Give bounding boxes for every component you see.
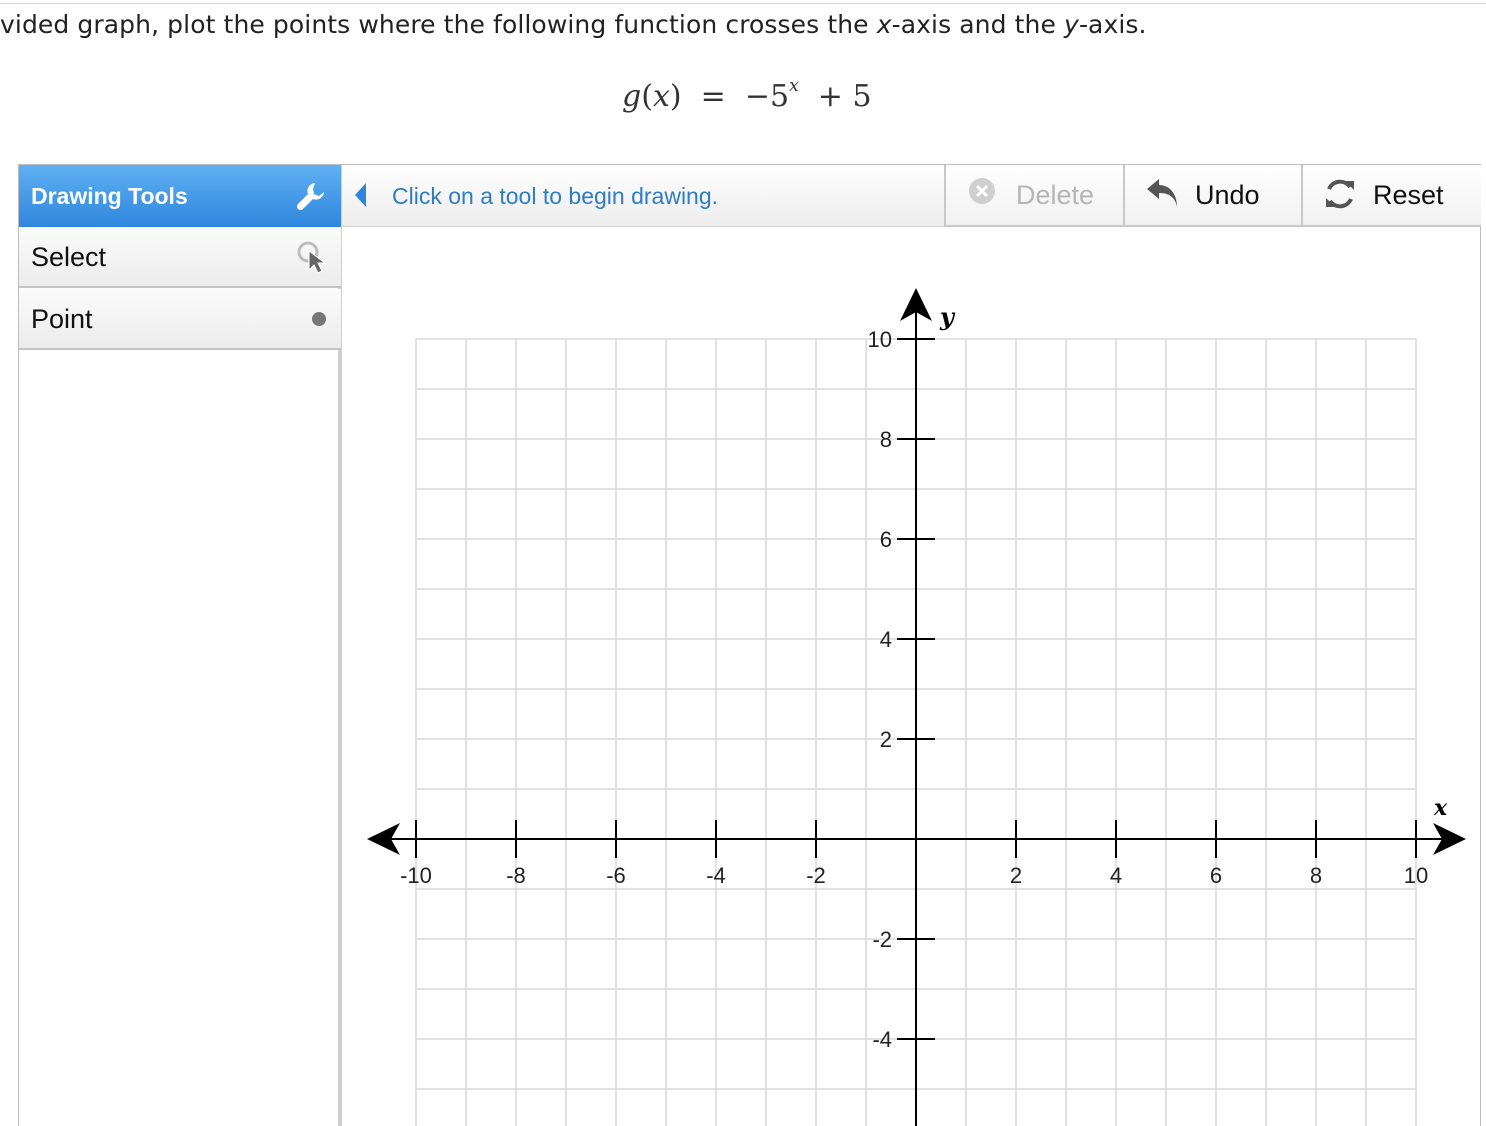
- question-text: [0, 8, 1147, 42]
- y-axis-label: y: [940, 302, 954, 331]
- formula-exponent: x: [789, 76, 799, 96]
- y-tick-label: 8: [879, 427, 892, 452]
- delete-label: Delete: [1016, 180, 1095, 210]
- graphing-widget: [18, 164, 1481, 1126]
- function-formula: $g(x) = -5^x + 5$: [622, 76, 872, 114]
- formula-equals: =: [700, 79, 726, 114]
- formula-rest: + 5: [817, 79, 872, 114]
- question-x-var: x: [876, 10, 892, 39]
- top-divider: [0, 3, 1486, 4]
- tool-select-label: Select: [31, 242, 107, 272]
- y-tick-label: 4: [879, 627, 892, 652]
- formula-base: −5: [744, 79, 790, 114]
- x-axis-label: x: [1434, 795, 1448, 821]
- undo-label: Undo: [1195, 180, 1260, 210]
- graph-axes: [367, 288, 1466, 1126]
- x-tick-label: -4: [706, 863, 726, 888]
- y-tick-label: 2: [879, 727, 892, 752]
- x-tick-label: 8: [1309, 863, 1323, 888]
- y-tick-label: -4: [872, 1027, 892, 1052]
- y-tick-label: 6: [879, 527, 892, 552]
- x-tick-label: 2: [1009, 863, 1023, 888]
- x-tick-label: -2: [806, 863, 826, 888]
- question-part-3: -axis.: [1078, 10, 1147, 39]
- y-tick-label: -2: [872, 927, 892, 952]
- formula-func-name: g: [622, 79, 642, 114]
- x-tick-label: -10: [400, 863, 432, 888]
- question-part-2: -axis and the: [891, 10, 1065, 39]
- toolbar-status-text: Click on a tool to begin drawing.: [392, 183, 719, 209]
- x-tick-label: -8: [506, 863, 526, 888]
- x-ticks: [400, 820, 1428, 888]
- y-tick-label: 10: [867, 327, 892, 352]
- reset-label: Reset: [1373, 180, 1444, 210]
- x-tick-label: -6: [606, 863, 626, 888]
- coordinate-plane[interactable]: [19, 165, 1480, 1126]
- formula-func-var: x: [652, 79, 670, 114]
- x-tick-label: 4: [1109, 863, 1123, 888]
- tool-point-label: Point: [31, 304, 93, 334]
- x-tick-label: 6: [1209, 863, 1223, 888]
- question-part-1: vided graph, plot the points where the following function crosses the: [0, 10, 877, 39]
- question-y-var: y: [1064, 10, 1079, 39]
- drawing-tools-title: Drawing Tools: [31, 183, 188, 209]
- x-tick-label: 10: [1403, 863, 1429, 888]
